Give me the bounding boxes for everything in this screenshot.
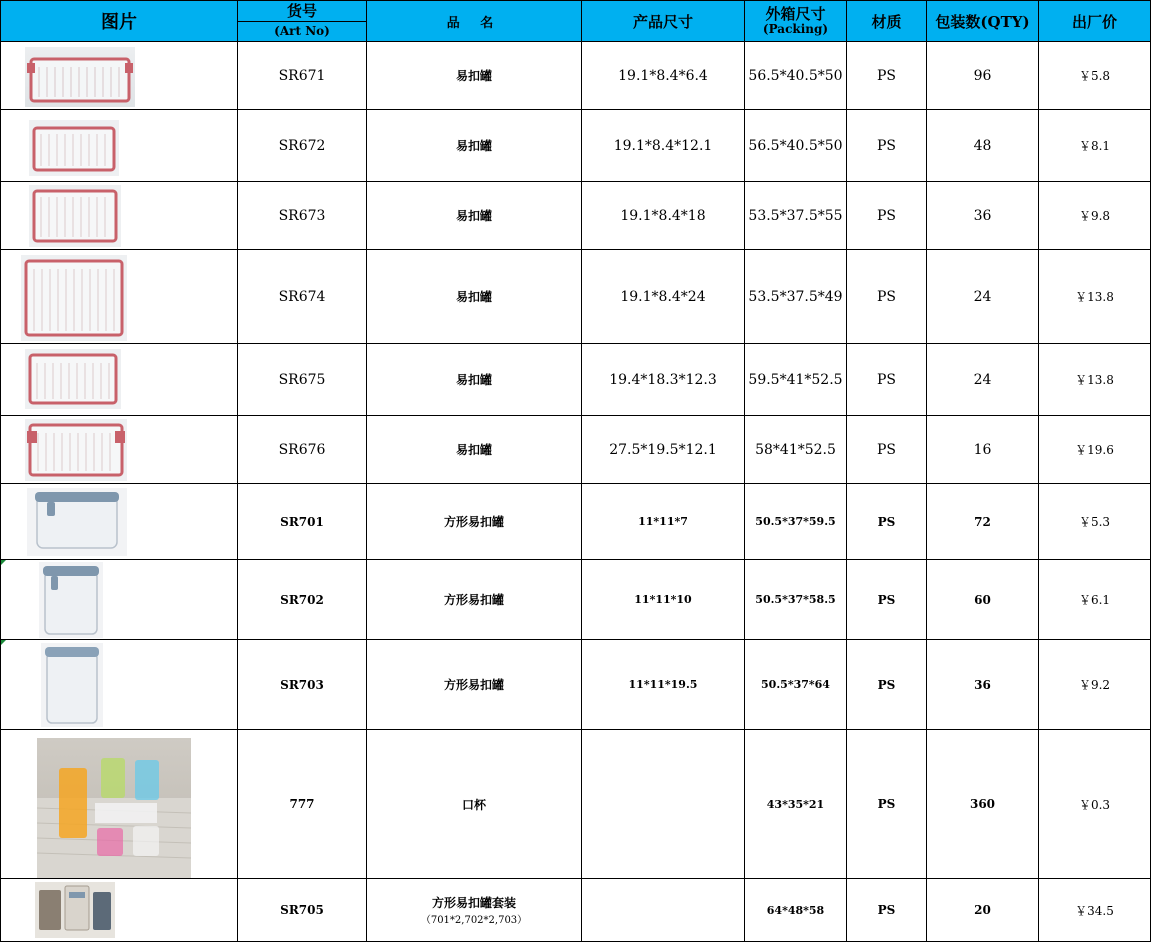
product-name: 易扣罐	[367, 250, 582, 344]
product-name: 方形易扣罐	[367, 484, 582, 560]
image-cell	[1, 640, 238, 730]
carton-size: 50.5*37*64	[745, 640, 847, 730]
comment-marker	[1, 560, 6, 565]
price: ￥9.8	[1039, 182, 1151, 250]
product-name-detail: （701*2,702*2,703）	[420, 915, 528, 926]
qty: 72	[927, 484, 1039, 560]
container-photo	[29, 120, 119, 176]
product-name: 方形易扣罐套装	[431, 896, 516, 910]
carton-size: 50.5*37*59.5	[745, 484, 847, 560]
container-photo	[21, 255, 127, 341]
image-cell	[1, 250, 238, 344]
qty: 96	[927, 42, 1039, 110]
image-cell	[1, 730, 238, 879]
header-carton-en: (Packing)	[762, 22, 829, 36]
qty: 60	[927, 560, 1039, 640]
header-image: 图片	[1, 1, 238, 42]
qty: 24	[927, 344, 1039, 416]
product-name: 易扣罐	[367, 344, 582, 416]
image-cell	[1, 879, 238, 942]
art-no: SR701	[238, 484, 367, 560]
header-carton-cn: 外箱尺寸	[765, 5, 826, 23]
carton-size: 58*41*52.5	[745, 416, 847, 484]
header-size: 产品尺寸	[582, 1, 745, 42]
art-no: SR672	[238, 110, 367, 182]
table-row	[1, 416, 1151, 484]
cups-photo	[37, 738, 191, 878]
carton-size: 43*35*21	[745, 730, 847, 879]
qty: 48	[927, 110, 1039, 182]
price: ￥13.8	[1039, 250, 1151, 344]
container-photo	[27, 488, 127, 556]
table-row	[1, 484, 1151, 560]
material: PS	[847, 344, 927, 416]
table-row	[1, 879, 1151, 942]
product-size: 19.1*8.4*18	[582, 182, 745, 250]
price: ￥5.3	[1039, 484, 1151, 560]
art-no: SR702	[238, 560, 367, 640]
image-cell	[1, 484, 238, 560]
carton-size: 53.5*37.5*55	[745, 182, 847, 250]
product-size: 11*11*10	[582, 560, 745, 640]
art-no: SR674	[238, 250, 367, 344]
qty: 20	[927, 879, 1039, 942]
price: ￥13.8	[1039, 344, 1151, 416]
material: PS	[847, 879, 927, 942]
product-size: 27.5*19.5*12.1	[582, 416, 745, 484]
table-row	[1, 730, 1151, 879]
material: PS	[847, 110, 927, 182]
container-photo	[25, 419, 127, 481]
material: PS	[847, 42, 927, 110]
product-name: 易扣罐	[367, 42, 582, 110]
carton-size: 56.5*40.5*50	[745, 110, 847, 182]
material: PS	[847, 250, 927, 344]
qty: 36	[927, 182, 1039, 250]
art-no: SR703	[238, 640, 367, 730]
product-size	[582, 879, 745, 942]
product-name: 方形易扣罐	[367, 560, 582, 640]
container-photo	[25, 349, 121, 409]
product-size: 19.1*8.4*24	[582, 250, 745, 344]
qty: 16	[927, 416, 1039, 484]
product-name: 口杯	[367, 730, 582, 879]
container-photo	[25, 47, 135, 107]
container-photo	[29, 185, 121, 247]
table-row	[1, 560, 1151, 640]
price: ￥19.6	[1039, 416, 1151, 484]
table-row	[1, 250, 1151, 344]
product-size: 19.4*18.3*12.3	[582, 344, 745, 416]
material: PS	[847, 416, 927, 484]
comment-marker	[1, 640, 6, 645]
product-size: 19.1*8.4*6.4	[582, 42, 745, 110]
image-cell	[1, 560, 238, 640]
container-photo	[39, 562, 103, 638]
art-no: SR673	[238, 182, 367, 250]
table-row	[1, 182, 1151, 250]
product-size	[582, 730, 745, 879]
container-photo	[41, 643, 103, 727]
image-cell	[1, 182, 238, 250]
price: ￥9.2	[1039, 640, 1151, 730]
price: ￥6.1	[1039, 560, 1151, 640]
header-art-no-cn: 货号	[238, 2, 366, 22]
product-size: 11*11*19.5	[582, 640, 745, 730]
product-name-cell	[367, 879, 582, 942]
image-cell	[1, 344, 238, 416]
price: ￥0.3	[1039, 730, 1151, 879]
carton-size: 53.5*37.5*49	[745, 250, 847, 344]
qty: 24	[927, 250, 1039, 344]
header-price: 出厂价	[1039, 1, 1151, 42]
material: PS	[847, 730, 927, 879]
table-row	[1, 42, 1151, 110]
product-name: 易扣罐	[367, 182, 582, 250]
art-no: SR675	[238, 344, 367, 416]
product-name: 易扣罐	[367, 110, 582, 182]
price: ￥8.1	[1039, 110, 1151, 182]
carton-size: 50.5*37*58.5	[745, 560, 847, 640]
header-qty: 包装数(QTY)	[927, 1, 1039, 42]
price: ￥34.5	[1039, 879, 1151, 942]
product-name: 方形易扣罐	[367, 640, 582, 730]
carton-size: 59.5*41*52.5	[745, 344, 847, 416]
material: PS	[847, 560, 927, 640]
product-size: 11*11*7	[582, 484, 745, 560]
image-cell	[1, 110, 238, 182]
header-name: 品 名	[367, 1, 582, 42]
table-row	[1, 344, 1151, 416]
header-carton	[745, 1, 847, 42]
image-cell	[1, 42, 238, 110]
table-row	[1, 640, 1151, 730]
carton-size: 64*48*58	[745, 879, 847, 942]
qty: 360	[927, 730, 1039, 879]
price: ￥5.8	[1039, 42, 1151, 110]
table-row	[1, 110, 1151, 182]
header-art-no	[238, 1, 367, 42]
art-no: SR705	[238, 879, 367, 942]
qty: 36	[927, 640, 1039, 730]
header-art-no-en: (Art No)	[274, 23, 330, 38]
art-no: 777	[238, 730, 367, 879]
set-photo	[35, 882, 115, 938]
art-no: SR671	[238, 42, 367, 110]
carton-size: 56.5*40.5*50	[745, 42, 847, 110]
product-size: 19.1*8.4*12.1	[582, 110, 745, 182]
product-name: 易扣罐	[367, 416, 582, 484]
material: PS	[847, 484, 927, 560]
material: PS	[847, 182, 927, 250]
art-no: SR676	[238, 416, 367, 484]
image-cell	[1, 416, 238, 484]
header-material: 材质	[847, 1, 927, 42]
material: PS	[847, 640, 927, 730]
